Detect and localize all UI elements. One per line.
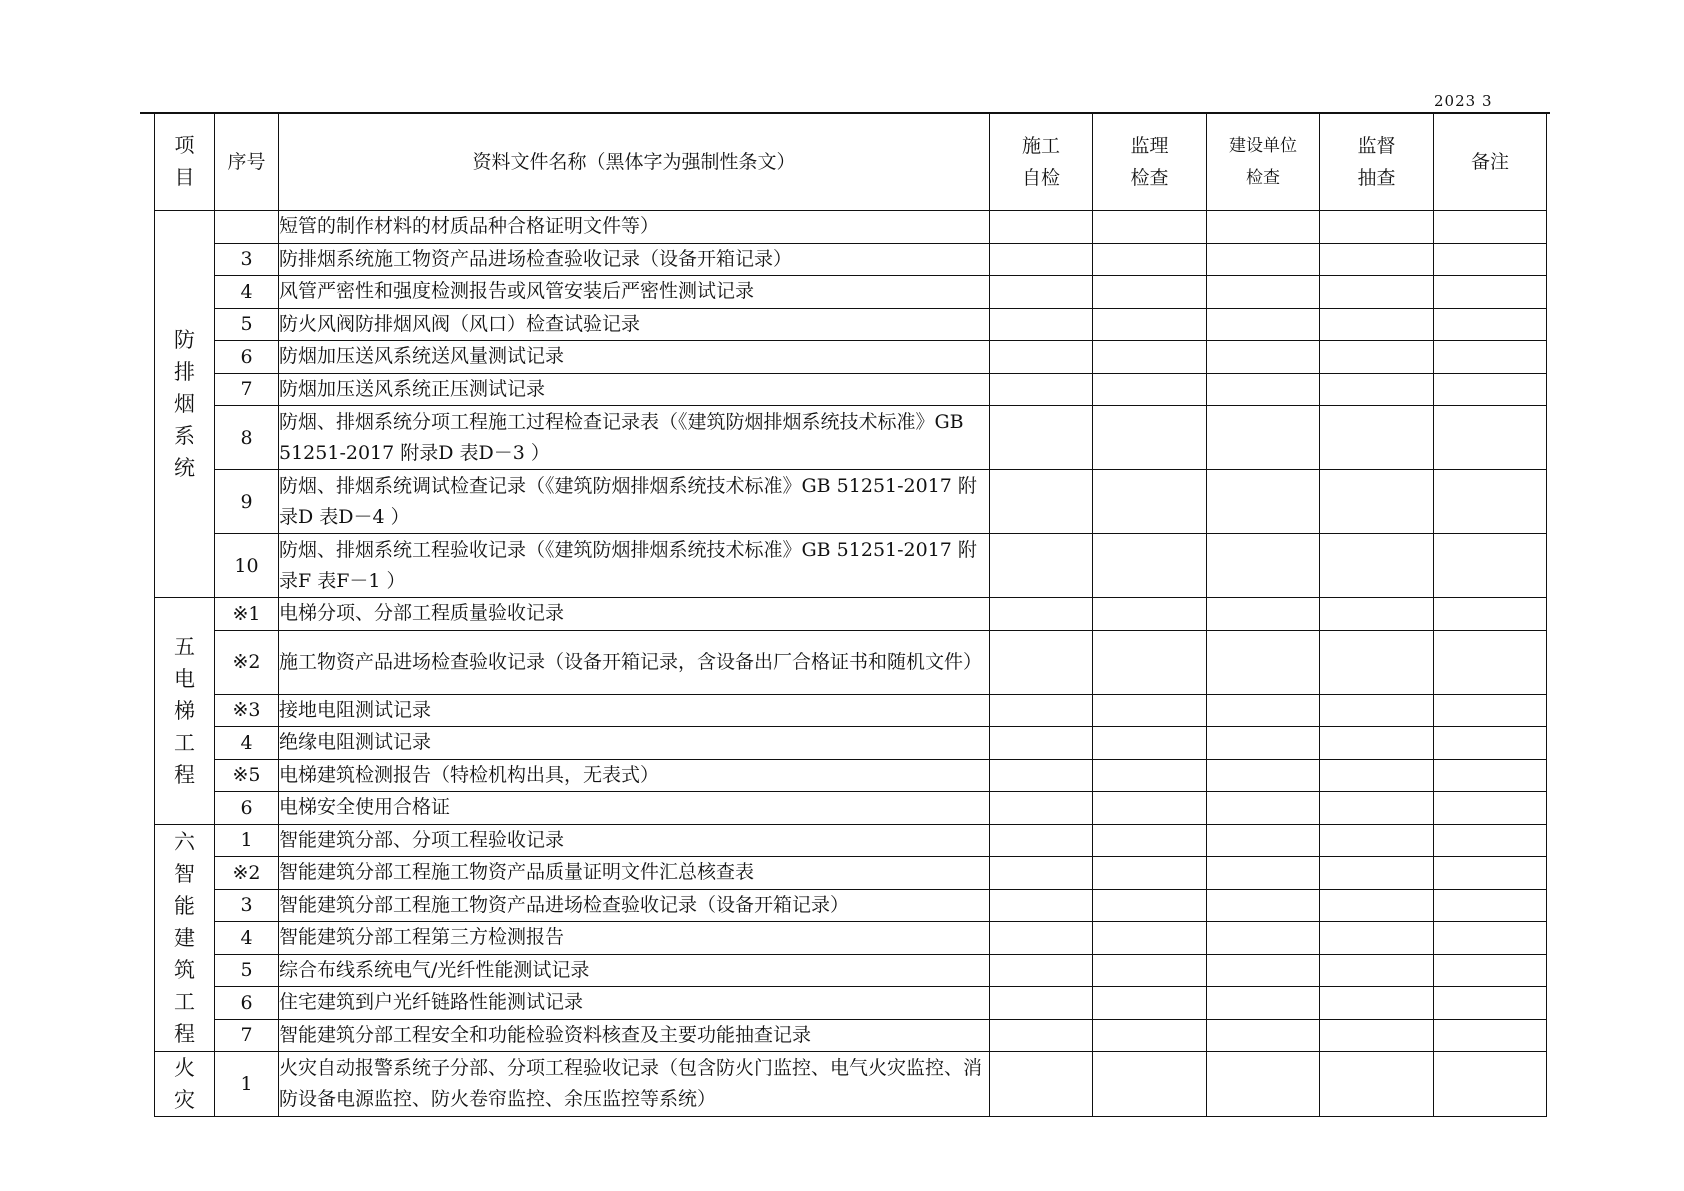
remark-cell[interactable]	[1434, 211, 1547, 244]
table-row	[155, 889, 1547, 922]
table-row	[155, 954, 1547, 987]
self-check-cell[interactable]	[990, 987, 1093, 1020]
col-spot-check-header	[1320, 113, 1434, 211]
category-cell	[155, 824, 215, 1052]
seq-cell: 7	[215, 373, 279, 406]
remark-cell[interactable]	[1434, 243, 1547, 276]
remark-cell[interactable]	[1434, 470, 1547, 534]
seq-cell: 9	[215, 470, 279, 534]
owner-check-cell[interactable]	[1207, 1052, 1320, 1117]
spot-check-cell[interactable]	[1320, 276, 1434, 309]
self-check-cell[interactable]	[990, 373, 1093, 406]
remark-cell[interactable]	[1434, 630, 1547, 694]
document-name-cell: 防烟加压送风系统送风量测试记录	[279, 341, 990, 374]
document-name-cell: 综合布线系统电气/光纤性能测试记录	[279, 954, 990, 987]
document-name-cell: 智能建筑分部工程施工物资产品质量证明文件汇总核查表	[279, 857, 990, 890]
spot-check-cell[interactable]	[1320, 308, 1434, 341]
remark-cell[interactable]	[1434, 824, 1547, 857]
remark-cell[interactable]	[1434, 759, 1547, 792]
table-row	[155, 406, 1547, 470]
self-check-cell[interactable]	[990, 954, 1093, 987]
seq-cell: ※3	[215, 694, 279, 727]
col-owner-check-header	[1207, 113, 1320, 211]
self-check-cell[interactable]	[990, 630, 1093, 694]
self-check-cell[interactable]	[990, 824, 1093, 857]
col-spot-check-label: 监督 抽查	[1357, 134, 1396, 189]
owner-check-cell[interactable]	[1207, 922, 1320, 955]
spot-check-cell[interactable]	[1320, 406, 1434, 470]
seq-cell: 5	[215, 954, 279, 987]
spot-check-cell[interactable]	[1320, 759, 1434, 792]
table-row	[155, 373, 1547, 406]
supervisor-check-cell[interactable]	[1093, 954, 1207, 987]
self-check-cell[interactable]	[990, 211, 1093, 244]
owner-check-cell[interactable]	[1207, 727, 1320, 760]
remark-cell[interactable]	[1434, 406, 1547, 470]
document-name-cell: 电梯建筑检测报告（特检机构出具，无表式）	[279, 759, 990, 792]
table-row	[155, 276, 1547, 309]
table-row	[155, 598, 1547, 631]
archive-checklist-table	[154, 112, 1547, 1117]
spot-check-cell[interactable]	[1320, 534, 1434, 598]
supervisor-check-cell[interactable]	[1093, 824, 1207, 857]
remark-cell[interactable]	[1434, 341, 1547, 374]
supervisor-check-cell[interactable]	[1093, 406, 1207, 470]
col-seq-header: 序号	[215, 113, 279, 211]
remark-cell[interactable]	[1434, 276, 1547, 309]
spot-check-cell[interactable]	[1320, 792, 1434, 825]
owner-check-cell[interactable]	[1207, 987, 1320, 1020]
document-name-cell: 防烟、排烟系统工程验收记录（《建筑防烟排烟系统技术标准》GB 51251-2017 附录F 表F－1 ）	[279, 534, 990, 598]
seq-cell: 4	[215, 727, 279, 760]
spot-check-cell[interactable]	[1320, 630, 1434, 694]
seq-cell: 7	[215, 1019, 279, 1052]
table-row	[155, 341, 1547, 374]
supervisor-check-cell[interactable]	[1093, 534, 1207, 598]
supervisor-check-cell[interactable]	[1093, 727, 1207, 760]
remark-cell[interactable]	[1434, 889, 1547, 922]
spot-check-cell[interactable]	[1320, 373, 1434, 406]
owner-check-cell[interactable]	[1207, 824, 1320, 857]
owner-check-cell[interactable]	[1207, 694, 1320, 727]
supervisor-check-cell[interactable]	[1093, 341, 1207, 374]
document-code: 2023 3	[1434, 92, 1493, 110]
table-header-row	[155, 113, 1547, 211]
seq-cell	[215, 211, 279, 244]
seq-cell: 5	[215, 308, 279, 341]
owner-check-cell[interactable]	[1207, 534, 1320, 598]
supervisor-check-cell[interactable]	[1093, 308, 1207, 341]
spot-check-cell[interactable]	[1320, 727, 1434, 760]
owner-check-cell[interactable]	[1207, 630, 1320, 694]
table-row	[155, 922, 1547, 955]
self-check-cell[interactable]	[990, 922, 1093, 955]
document-name-cell: 电梯安全使用合格证	[279, 792, 990, 825]
table-row	[155, 243, 1547, 276]
table-row	[155, 534, 1547, 598]
remark-cell[interactable]	[1434, 1052, 1547, 1117]
col-project-label: 项 目	[174, 133, 195, 189]
remark-cell[interactable]	[1434, 987, 1547, 1020]
spot-check-cell[interactable]	[1320, 889, 1434, 922]
spot-check-cell[interactable]	[1320, 694, 1434, 727]
col-project-header	[155, 113, 215, 211]
owner-check-cell[interactable]	[1207, 954, 1320, 987]
category-cell	[155, 598, 215, 825]
supervisor-check-cell[interactable]	[1093, 470, 1207, 534]
table-row	[155, 792, 1547, 825]
document-name-cell: 智能建筑分部工程第三方检测报告	[279, 922, 990, 955]
spot-check-cell[interactable]	[1320, 954, 1434, 987]
self-check-cell[interactable]	[990, 308, 1093, 341]
document-name-cell: 风管严密性和强度检测报告或风管安装后严密性测试记录	[279, 276, 990, 309]
seq-cell: ※5	[215, 759, 279, 792]
owner-check-cell[interactable]	[1207, 373, 1320, 406]
spot-check-cell[interactable]	[1320, 1019, 1434, 1052]
spot-check-cell[interactable]	[1320, 211, 1434, 244]
remark-cell[interactable]	[1434, 534, 1547, 598]
self-check-cell[interactable]	[990, 857, 1093, 890]
col-remark-header: 备注	[1434, 113, 1547, 211]
supervisor-check-cell[interactable]	[1093, 889, 1207, 922]
category-label: 防排烟系统	[174, 328, 195, 480]
owner-check-cell[interactable]	[1207, 1019, 1320, 1052]
remark-cell[interactable]	[1434, 922, 1547, 955]
supervisor-check-cell[interactable]	[1093, 694, 1207, 727]
document-name-cell: 短管的制作材料的材质品种合格证明文件等）	[279, 211, 990, 244]
owner-check-cell[interactable]	[1207, 598, 1320, 631]
owner-check-cell[interactable]	[1207, 406, 1320, 470]
owner-check-cell[interactable]	[1207, 759, 1320, 792]
remark-cell[interactable]	[1434, 857, 1547, 890]
self-check-cell[interactable]	[990, 694, 1093, 727]
spot-check-cell[interactable]	[1320, 922, 1434, 955]
document-name-cell: 智能建筑分部工程施工物资产品进场检查验收记录（设备开箱记录）	[279, 889, 990, 922]
spot-check-cell[interactable]	[1320, 987, 1434, 1020]
spot-check-cell[interactable]	[1320, 243, 1434, 276]
remark-cell[interactable]	[1434, 1019, 1547, 1052]
document-name-cell: 施工物资产品进场检查验收记录（设备开箱记录，含设备出厂合格证书和随机文件）	[279, 630, 990, 694]
col-name-header: 资料文件名称（黑体字为强制性条文）	[279, 113, 990, 211]
remark-cell[interactable]	[1434, 598, 1547, 631]
spot-check-cell[interactable]	[1320, 857, 1434, 890]
spot-check-cell[interactable]	[1320, 470, 1434, 534]
remark-cell[interactable]	[1434, 792, 1547, 825]
supervisor-check-cell[interactable]	[1093, 211, 1207, 244]
col-supervisor-check-header	[1093, 113, 1207, 211]
table-row	[155, 470, 1547, 534]
self-check-cell[interactable]	[990, 792, 1093, 825]
seq-cell: 1	[215, 824, 279, 857]
document-name-cell: 防火风阀防排烟风阀（风口）检查试验记录	[279, 308, 990, 341]
self-check-cell[interactable]	[990, 759, 1093, 792]
owner-check-cell[interactable]	[1207, 857, 1320, 890]
table-row	[155, 308, 1547, 341]
table-row	[155, 987, 1547, 1020]
supervisor-check-cell[interactable]	[1093, 276, 1207, 309]
table-row	[155, 694, 1547, 727]
seq-cell: 4	[215, 276, 279, 309]
seq-cell: 3	[215, 243, 279, 276]
spot-check-cell[interactable]	[1320, 824, 1434, 857]
spot-check-cell[interactable]	[1320, 598, 1434, 631]
remark-cell[interactable]	[1434, 373, 1547, 406]
seq-cell: 4	[215, 922, 279, 955]
supervisor-check-cell[interactable]	[1093, 243, 1207, 276]
col-self-check-label: 施工 自检	[1021, 134, 1060, 189]
document-name-cell: 防烟、排烟系统调试检查记录（《建筑防烟排烟系统技术标准》GB 51251-2017 附录D 表D－4 ）	[279, 470, 990, 534]
remark-cell[interactable]	[1434, 954, 1547, 987]
spot-check-cell[interactable]	[1320, 1052, 1434, 1117]
seq-cell: ※2	[215, 630, 279, 694]
self-check-cell[interactable]	[990, 1052, 1093, 1117]
col-self-check-header	[990, 113, 1093, 211]
owner-check-cell[interactable]	[1207, 243, 1320, 276]
col-owner-check-label: 建设单位 检查	[1229, 135, 1297, 188]
seq-cell: 1	[215, 1052, 279, 1117]
document-name-cell: 防烟、排烟系统分项工程施工过程检查记录表（《建筑防烟排烟系统技术标准》GB 51251-2017 附录D 表D－3 ）	[279, 406, 990, 470]
self-check-cell[interactable]	[990, 276, 1093, 309]
supervisor-check-cell[interactable]	[1093, 630, 1207, 694]
owner-check-cell[interactable]	[1207, 276, 1320, 309]
owner-check-cell[interactable]	[1207, 308, 1320, 341]
document-name-cell: 智能建筑分部、分项工程验收记录	[279, 824, 990, 857]
owner-check-cell[interactable]	[1207, 341, 1320, 374]
owner-check-cell[interactable]	[1207, 470, 1320, 534]
seq-cell: ※2	[215, 857, 279, 890]
col-supervisor-check-label: 监理 检查	[1130, 134, 1169, 189]
self-check-cell[interactable]	[990, 727, 1093, 760]
category-cell	[155, 211, 215, 598]
document-name-cell: 智能建筑分部工程安全和功能检验资料核查及主要功能抽查记录	[279, 1019, 990, 1052]
supervisor-check-cell[interactable]	[1093, 857, 1207, 890]
seq-cell: 6	[215, 792, 279, 825]
seq-cell: 10	[215, 534, 279, 598]
seq-cell: ※1	[215, 598, 279, 631]
category-label: 火灾	[174, 1056, 195, 1112]
category-label: 六智能建筑工程	[174, 829, 195, 1046]
self-check-cell[interactable]	[990, 598, 1093, 631]
owner-check-cell[interactable]	[1207, 211, 1320, 244]
supervisor-check-cell[interactable]	[1093, 792, 1207, 825]
table-row	[155, 824, 1547, 857]
self-check-cell[interactable]	[990, 889, 1093, 922]
self-check-cell[interactable]	[990, 406, 1093, 470]
table-row	[155, 727, 1547, 760]
document-name-cell: 防排烟系统施工物资产品进场检查验收记录（设备开箱记录）	[279, 243, 990, 276]
remark-cell[interactable]	[1434, 308, 1547, 341]
document-name-cell: 防烟加压送风系统正压测试记录	[279, 373, 990, 406]
seq-cell: 3	[215, 889, 279, 922]
category-cell	[155, 1052, 215, 1117]
document-name-cell: 接地电阻测试记录	[279, 694, 990, 727]
self-check-cell[interactable]	[990, 470, 1093, 534]
table-row	[155, 759, 1547, 792]
supervisor-check-cell[interactable]	[1093, 987, 1207, 1020]
seq-cell: 6	[215, 987, 279, 1020]
document-name-cell: 火灾自动报警系统子分部、分项工程验收记录（包含防火门监控、电气火灾监控、消防设备电源监控、防火卷帘监控、余压监控等系统）	[279, 1052, 990, 1117]
table-row	[155, 1019, 1547, 1052]
document-name-cell: 电梯分项、分部工程质量验收记录	[279, 598, 990, 631]
supervisor-check-cell[interactable]	[1093, 1019, 1207, 1052]
supervisor-check-cell[interactable]	[1093, 922, 1207, 955]
self-check-cell[interactable]	[990, 341, 1093, 374]
table-row	[155, 1052, 1547, 1117]
table-row	[155, 211, 1547, 244]
self-check-cell[interactable]	[990, 534, 1093, 598]
supervisor-check-cell[interactable]	[1093, 1052, 1207, 1117]
spot-check-cell[interactable]	[1320, 341, 1434, 374]
table-row	[155, 857, 1547, 890]
document-name-cell: 住宅建筑到户光纤链路性能测试记录	[279, 987, 990, 1020]
self-check-cell[interactable]	[990, 243, 1093, 276]
document-name-cell: 绝缘电阻测试记录	[279, 727, 990, 760]
remark-cell[interactable]	[1434, 694, 1547, 727]
category-label: 五电梯工程	[174, 634, 195, 787]
remark-cell[interactable]	[1434, 727, 1547, 760]
table-row	[155, 630, 1547, 694]
owner-check-cell[interactable]	[1207, 889, 1320, 922]
owner-check-cell[interactable]	[1207, 792, 1320, 825]
seq-cell: 8	[215, 406, 279, 470]
self-check-cell[interactable]	[990, 1019, 1093, 1052]
supervisor-check-cell[interactable]	[1093, 373, 1207, 406]
supervisor-check-cell[interactable]	[1093, 759, 1207, 792]
seq-cell: 6	[215, 341, 279, 374]
supervisor-check-cell[interactable]	[1093, 598, 1207, 631]
table-body	[155, 211, 1547, 1117]
